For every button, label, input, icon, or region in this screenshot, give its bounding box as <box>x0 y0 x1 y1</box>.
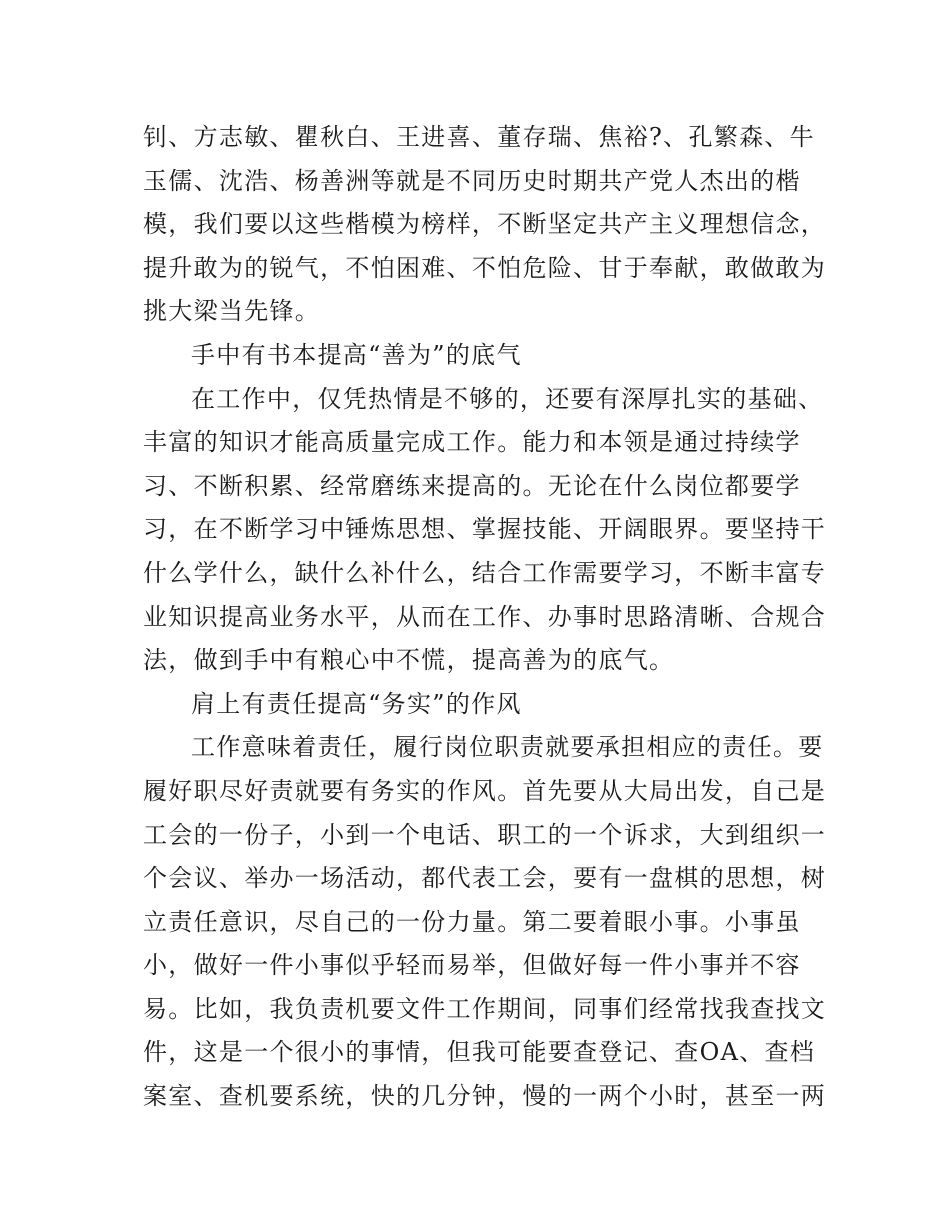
document-body <box>143 116 827 1119</box>
paragraph-first-line: 在工作中，仅凭热情是不够的，还要有深厚扎实的基础、 <box>191 384 824 413</box>
text-line: 丰富的知识才能高质量完成工作。能力和本领是通过持续学 <box>143 428 801 457</box>
text-line: 履好职尽好责就要有务实的作风。首先要从大局出发，自己是 <box>143 776 827 805</box>
text-line: 立责任意识，尽自己的一份力量。第二要着眼小事。小事虽 <box>143 907 801 936</box>
text-line: 玉儒、沈浩、杨善洲等就是不同历史时期共产党人杰出的楷 <box>143 166 801 195</box>
text-line: 模，我们要以这些楷模为榜样，不断坚定共产主义理想信念， <box>143 210 827 239</box>
text-line: 件，这是一个很小的事情，但我可能要查登记、查OA、查档 <box>143 1038 816 1067</box>
text-line: 工会的一份子，小到一个电话、职工的一个诉求，大到组织一 <box>143 820 827 849</box>
section-heading: 肩上有责任提高“务实”的作风 <box>191 689 522 718</box>
paragraph-first-line: 工作意味着责任，履行岗位职责就要承担相应的责任。要 <box>191 733 824 762</box>
text-line: 业知识提高业务水平，从而在工作、办事时思路清晰、合规合 <box>143 602 827 631</box>
text-line: 个会议、举办一场活动，都代表工会，要有一盘棋的思想，树 <box>143 864 827 893</box>
section-heading: 手中有书本提高“善为”的底气 <box>191 340 522 369</box>
text-line: 提升敢为的锐气，不怕困难、不怕危险、甘于奉献，敢做敢为 <box>143 253 827 282</box>
text-line: 挑大梁当先锋。 <box>143 297 321 326</box>
text-line: 习、不断积累、经常磨练来提高的。无论在什么岗位都要学 <box>143 471 801 500</box>
text-line: 易。比如，我负责机要文件工作期间，同事们经常找我查找文 <box>143 994 827 1023</box>
text-line: 什么学什么，缺什么补什么，结合工作需要学习，不断丰富专 <box>143 558 827 587</box>
text-line: 习，在不断学习中锤炼思想、掌握技能、开阔眼界。要坚持干 <box>143 515 827 544</box>
text-line: 小，做好一件小事似乎轻而易举，但做好每一件小事并不容 <box>143 951 801 980</box>
text-line: 法，做到手中有粮心中不慌，提高善为的底气。 <box>143 646 675 675</box>
text-line: 钊、方志敏、瞿秋白、王进喜、董存瑞、焦裕?、孔繁森、牛 <box>143 123 815 151</box>
text-line: 案室、查机要系统，快的几分钟，慢的一两个小时，甚至一两 <box>143 1082 827 1111</box>
